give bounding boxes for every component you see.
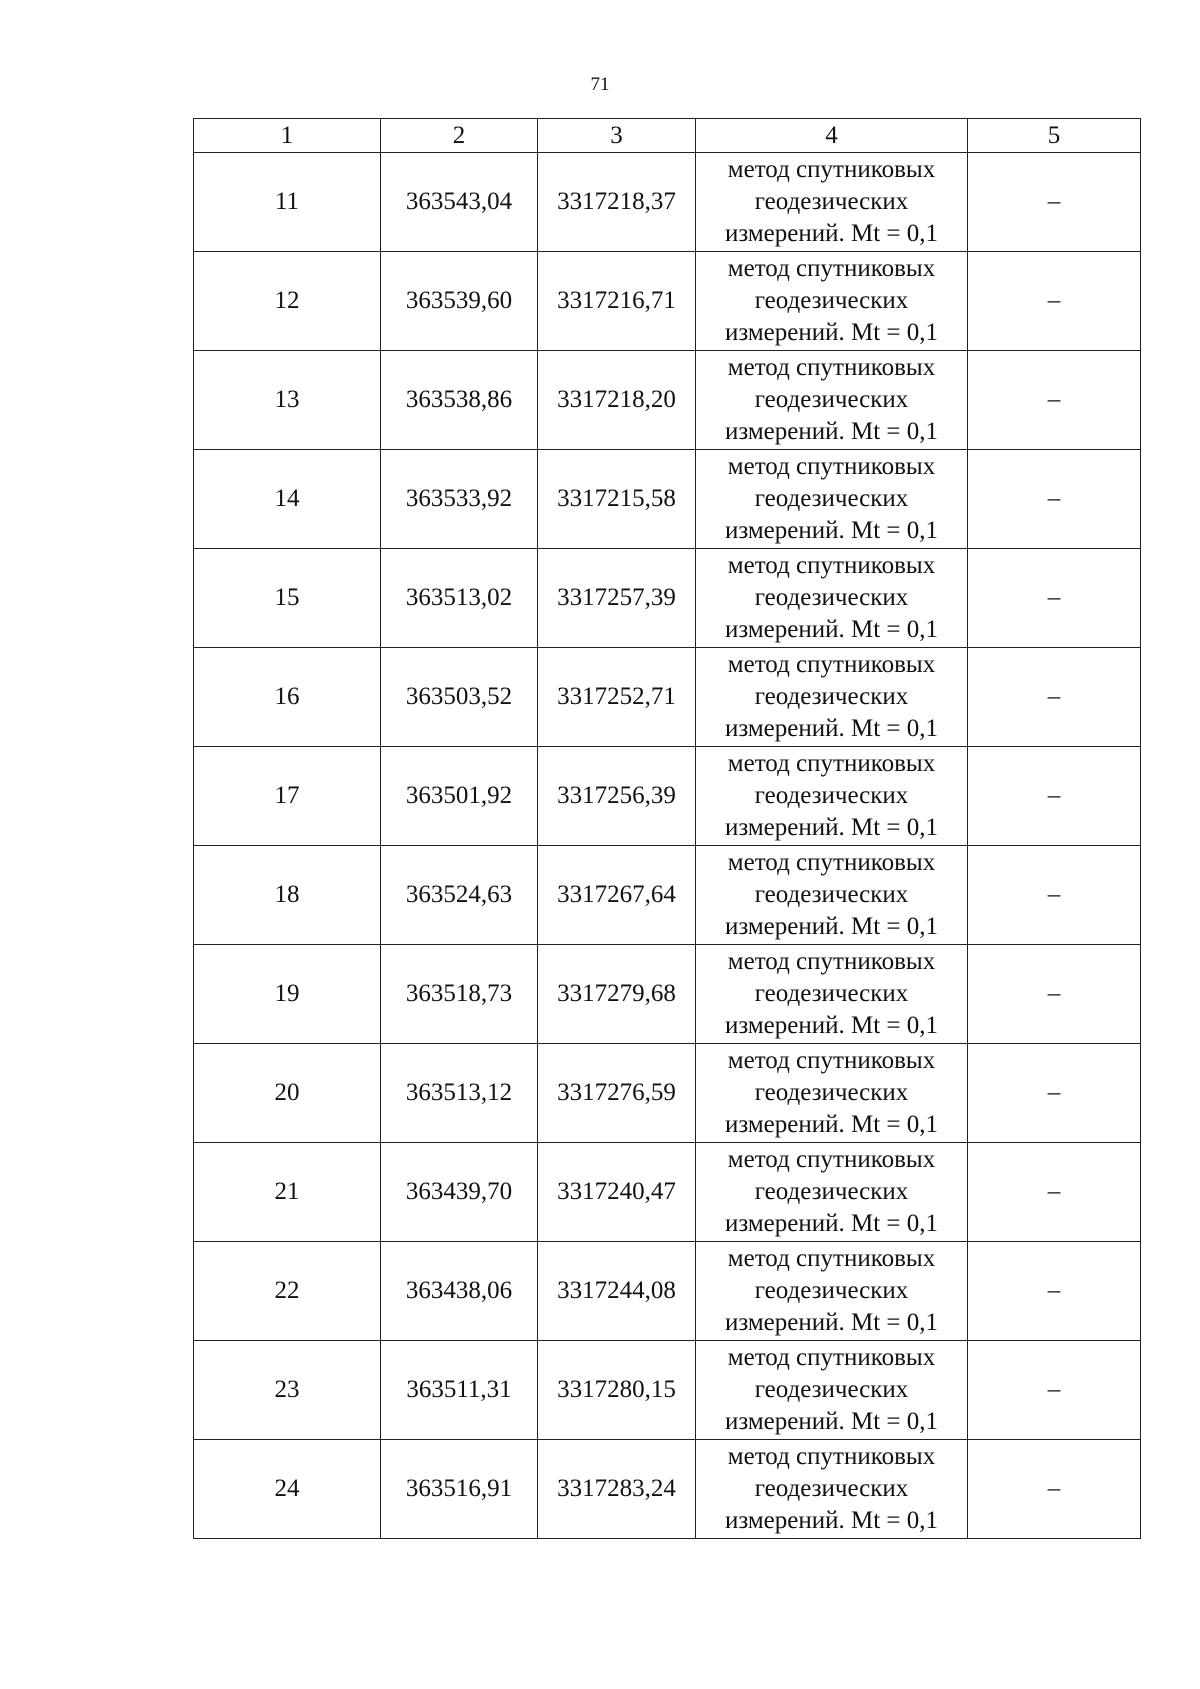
method-line: геодезических	[754, 1475, 909, 1502]
method-line: измерений. Mt = 0,1	[724, 1408, 939, 1435]
y-coordinate-cell: 3317240,47	[538, 1143, 696, 1242]
method-cell	[696, 351, 968, 450]
y-coordinate-cell: 3317216,71	[538, 252, 696, 351]
point-number-cell: 14	[194, 450, 381, 549]
method-line: метод спутниковых	[727, 1443, 936, 1470]
x-coordinate-cell: 363513,12	[381, 1044, 538, 1143]
method-line: геодезических	[754, 1376, 909, 1403]
method-line: метод спутниковых	[727, 1245, 936, 1272]
coordinates-table	[193, 118, 1141, 1539]
method-line: измерений. Mt = 0,1	[724, 913, 939, 940]
method-line: геодезических	[754, 386, 909, 413]
method-line: измерений. Mt = 0,1	[724, 220, 939, 247]
table-row	[194, 252, 1141, 351]
table-row	[194, 450, 1141, 549]
method-line: метод спутниковых	[727, 1146, 936, 1173]
method-line: измерений. Mt = 0,1	[724, 814, 939, 841]
table-row	[194, 153, 1141, 252]
note-cell: –	[968, 846, 1141, 945]
x-coordinate-cell: 363539,60	[381, 252, 538, 351]
header-col-5: 5	[968, 119, 1141, 153]
method-line: измерений. Mt = 0,1	[724, 517, 939, 544]
y-coordinate-cell: 3317218,20	[538, 351, 696, 450]
x-coordinate-cell: 363543,04	[381, 153, 538, 252]
point-number-cell: 17	[194, 747, 381, 846]
method-cell	[696, 1143, 968, 1242]
note-cell: –	[968, 450, 1141, 549]
method-line: метод спутниковых	[727, 651, 936, 678]
method-cell	[696, 252, 968, 351]
table-row	[194, 1341, 1141, 1440]
y-coordinate-cell: 3317279,68	[538, 945, 696, 1044]
y-coordinate-cell: 3317252,71	[538, 648, 696, 747]
point-number-cell: 20	[194, 1044, 381, 1143]
point-number-cell: 19	[194, 945, 381, 1044]
method-line: измерений. Mt = 0,1	[724, 1507, 939, 1534]
table-row	[194, 1242, 1141, 1341]
method-line: геодезических	[754, 287, 909, 314]
note-cell: –	[968, 549, 1141, 648]
y-coordinate-cell: 3317283,24	[538, 1440, 696, 1539]
note-cell: –	[968, 1044, 1141, 1143]
method-cell	[696, 1242, 968, 1341]
method-line: метод спутниковых	[727, 1344, 936, 1371]
method-line: геодезических	[754, 188, 909, 215]
header-col-4: 4	[696, 119, 968, 153]
note-cell: –	[968, 1341, 1141, 1440]
method-line: геодезических	[754, 1277, 909, 1304]
x-coordinate-cell: 363524,63	[381, 846, 538, 945]
point-number-cell: 13	[194, 351, 381, 450]
note-cell: –	[968, 945, 1141, 1044]
header-row	[194, 119, 1141, 153]
x-coordinate-cell: 363511,31	[381, 1341, 538, 1440]
table-row	[194, 747, 1141, 846]
method-line: геодезических	[754, 584, 909, 611]
note-cell: –	[968, 1440, 1141, 1539]
note-cell: –	[968, 153, 1141, 252]
table-row	[194, 846, 1141, 945]
y-coordinate-cell: 3317280,15	[538, 1341, 696, 1440]
method-line: геодезических	[754, 881, 909, 908]
method-line: метод спутниковых	[727, 552, 936, 579]
y-coordinate-cell: 3317215,58	[538, 450, 696, 549]
point-number-cell: 21	[194, 1143, 381, 1242]
method-cell	[696, 153, 968, 252]
table-row	[194, 549, 1141, 648]
table-row	[194, 945, 1141, 1044]
method-cell	[696, 1440, 968, 1539]
method-line: измерений. Mt = 0,1	[724, 418, 939, 445]
method-line: измерений. Mt = 0,1	[724, 616, 939, 643]
x-coordinate-cell: 363516,91	[381, 1440, 538, 1539]
method-line: геодезических	[754, 1079, 909, 1106]
method-cell	[696, 648, 968, 747]
table-row	[194, 648, 1141, 747]
x-coordinate-cell: 363533,92	[381, 450, 538, 549]
point-number-cell: 22	[194, 1242, 381, 1341]
point-number-cell: 11	[194, 153, 381, 252]
method-line: метод спутниковых	[727, 255, 936, 282]
table-header	[194, 119, 1141, 153]
note-cell: –	[968, 252, 1141, 351]
point-number-cell: 18	[194, 846, 381, 945]
point-number-cell: 24	[194, 1440, 381, 1539]
method-cell	[696, 549, 968, 648]
table-row	[194, 1440, 1141, 1539]
x-coordinate-cell: 363513,02	[381, 549, 538, 648]
y-coordinate-cell: 3317257,39	[538, 549, 696, 648]
x-coordinate-cell: 363503,52	[381, 648, 538, 747]
method-line: измерений. Mt = 0,1	[724, 1210, 939, 1237]
method-cell	[696, 846, 968, 945]
x-coordinate-cell: 363538,86	[381, 351, 538, 450]
point-number-cell: 15	[194, 549, 381, 648]
method-line: геодезических	[754, 980, 909, 1007]
y-coordinate-cell: 3317256,39	[538, 747, 696, 846]
method-cell	[696, 450, 968, 549]
y-coordinate-cell: 3317218,37	[538, 153, 696, 252]
point-number-cell: 16	[194, 648, 381, 747]
header-col-1: 1	[194, 119, 381, 153]
note-cell: –	[968, 351, 1141, 450]
method-line: метод спутниковых	[727, 453, 936, 480]
method-line: измерений. Mt = 0,1	[724, 1012, 939, 1039]
point-number-cell: 12	[194, 252, 381, 351]
y-coordinate-cell: 3317267,64	[538, 846, 696, 945]
header-col-3: 3	[538, 119, 696, 153]
note-cell: –	[968, 1242, 1141, 1341]
note-cell: –	[968, 747, 1141, 846]
note-cell: –	[968, 648, 1141, 747]
method-line: метод спутниковых	[727, 948, 936, 975]
page-number: 71	[590, 74, 610, 95]
x-coordinate-cell: 363518,73	[381, 945, 538, 1044]
x-coordinate-cell: 363438,06	[381, 1242, 538, 1341]
method-line: измерений. Mt = 0,1	[724, 319, 939, 346]
point-number-cell: 23	[194, 1341, 381, 1440]
table-row	[194, 351, 1141, 450]
x-coordinate-cell: 363439,70	[381, 1143, 538, 1242]
table-row	[194, 1143, 1141, 1242]
method-line: метод спутниковых	[727, 156, 936, 183]
y-coordinate-cell: 3317244,08	[538, 1242, 696, 1341]
method-line: измерений. Mt = 0,1	[724, 1111, 939, 1138]
y-coordinate-cell: 3317276,59	[538, 1044, 696, 1143]
x-coordinate-cell: 363501,92	[381, 747, 538, 846]
method-line: измерений. Mt = 0,1	[724, 1309, 939, 1336]
method-cell	[696, 1044, 968, 1143]
table-body	[194, 153, 1141, 1539]
method-line: метод спутниковых	[727, 354, 936, 381]
method-line: геодезических	[754, 782, 909, 809]
method-line: метод спутниковых	[727, 750, 936, 777]
note-cell: –	[968, 1143, 1141, 1242]
method-line: геодезических	[754, 1178, 909, 1205]
header-col-2: 2	[381, 119, 538, 153]
method-line: геодезических	[754, 683, 909, 710]
method-line: измерений. Mt = 0,1	[724, 715, 939, 742]
method-line: метод спутниковых	[727, 1047, 936, 1074]
method-cell	[696, 1341, 968, 1440]
table-row	[194, 1044, 1141, 1143]
method-cell	[696, 747, 968, 846]
method-line: метод спутниковых	[727, 849, 936, 876]
method-line: геодезических	[754, 485, 909, 512]
method-cell	[696, 945, 968, 1044]
